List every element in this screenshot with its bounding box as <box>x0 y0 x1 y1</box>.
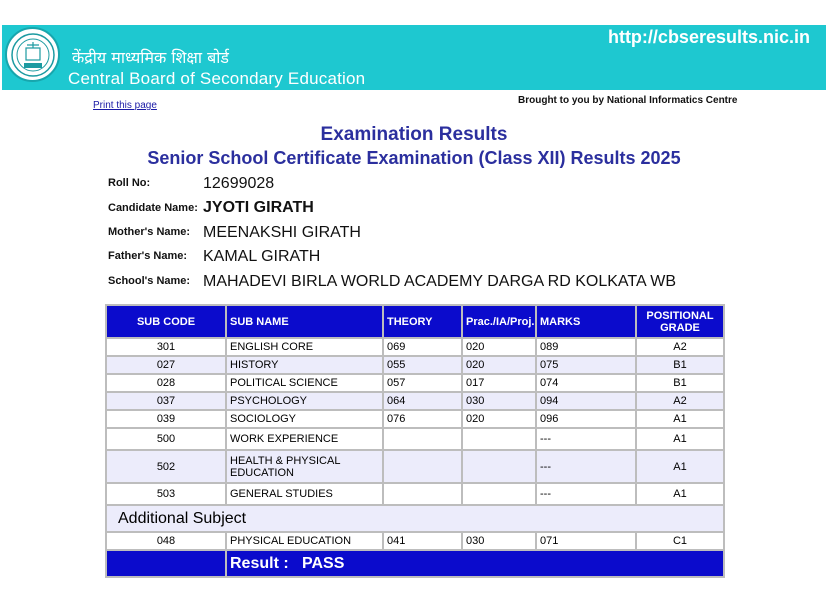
board-name-hindi: केंद्रीय माध्यमिक शिक्षा बोर्ड <box>72 48 229 67</box>
table-row <box>106 532 724 550</box>
table-row <box>106 374 724 392</box>
marks-cell: 094 <box>536 392 636 410</box>
grade-cell: A1 <box>636 428 724 450</box>
roll-number-value: 12699028 <box>203 175 275 192</box>
mother-name-label: Mother's Name: <box>108 226 191 238</box>
practical-cell: 030 <box>462 532 536 550</box>
sub-name-cell: POLITICAL SCIENCE <box>226 374 383 392</box>
sub-code-cell: 502 <box>106 450 226 483</box>
marks-table <box>105 304 725 578</box>
sub-code-cell: 039 <box>106 410 226 428</box>
practical-cell: 020 <box>462 410 536 428</box>
grade-cell: A1 <box>636 483 724 505</box>
table-row <box>106 483 724 505</box>
page-title: Examination Results <box>320 124 508 145</box>
brought-by-text: Brought to you by National Informatics Centre <box>518 95 738 106</box>
table-row <box>106 392 724 410</box>
table-row <box>106 356 724 374</box>
col-header-theory: THEORY <box>383 305 462 338</box>
sub-code-cell: 048 <box>106 532 226 550</box>
col-header-sub-name: SUB NAME <box>226 305 383 338</box>
theory-cell <box>383 483 462 505</box>
theory-cell: 055 <box>383 356 462 374</box>
candidate-name-value: JYOTI GIRATH <box>203 199 314 216</box>
school-name-value: MAHADEVI BIRLA WORLD ACADEMY DARGA RD KOLKATA WB <box>203 273 676 290</box>
mother-name-value: MEENAKSHI GIRATH <box>203 224 361 241</box>
additional-subject-row <box>106 505 724 532</box>
sub-code-cell: 500 <box>106 428 226 450</box>
practical-cell <box>462 450 536 483</box>
table-row <box>106 410 724 428</box>
grade-cell: B1 <box>636 374 724 392</box>
col-header-positional-grade: POSITIONAL GRADE <box>636 305 724 338</box>
exam-title: Senior School Certificate Examination (Class XII) Results 2025 <box>147 148 681 168</box>
result-label: Result : <box>230 554 289 572</box>
father-name-label: Father's Name: <box>108 250 188 262</box>
theory-cell <box>383 428 462 450</box>
table-row <box>106 338 724 356</box>
practical-cell: 020 <box>462 338 536 356</box>
sub-code-cell: 028 <box>106 374 226 392</box>
grade-cell: A1 <box>636 450 724 483</box>
sub-name-cell: ENGLISH CORE <box>226 338 383 356</box>
sub-name-cell: PHYSICAL EDUCATION <box>226 532 383 550</box>
col-header-sub-code: SUB CODE <box>106 305 226 338</box>
sub-name-cell: GENERAL STUDIES <box>226 483 383 505</box>
sub-code-cell: 027 <box>106 356 226 374</box>
theory-cell <box>383 450 462 483</box>
sub-name-cell: HISTORY <box>226 356 383 374</box>
practical-cell: 017 <box>462 374 536 392</box>
practical-cell: 030 <box>462 392 536 410</box>
theory-cell: 064 <box>383 392 462 410</box>
sub-code-cell: 037 <box>106 392 226 410</box>
theory-cell: 076 <box>383 410 462 428</box>
result-value: PASS <box>302 554 345 572</box>
table-row <box>106 428 724 450</box>
sub-name-cell: SOCIOLOGY <box>226 410 383 428</box>
practical-cell <box>462 428 536 450</box>
grade-cell: B1 <box>636 356 724 374</box>
sub-code-cell: 503 <box>106 483 226 505</box>
school-name-label: School's Name: <box>108 275 191 287</box>
marks-cell: 096 <box>536 410 636 428</box>
col-header-marks: MARKS <box>536 305 636 338</box>
table-row <box>106 450 724 483</box>
marks-cell: --- <box>536 428 636 450</box>
result-cell <box>226 550 724 577</box>
additional-subject-label: Additional Subject <box>106 505 724 532</box>
grade-cell: A2 <box>636 338 724 356</box>
sub-name-cell: WORK EXPERIENCE <box>226 428 383 450</box>
grade-cell: A2 <box>636 392 724 410</box>
grade-cell: C1 <box>636 532 724 550</box>
theory-cell: 057 <box>383 374 462 392</box>
marks-cell: 089 <box>536 338 636 356</box>
cbse-logo-icon <box>5 27 60 82</box>
roll-number-label: Roll No: <box>108 177 151 189</box>
sub-name-cell: PSYCHOLOGY <box>226 392 383 410</box>
result-row <box>106 550 724 577</box>
practical-cell: 020 <box>462 356 536 374</box>
marks-cell: 074 <box>536 374 636 392</box>
marks-cell: 075 <box>536 356 636 374</box>
result-spacer-cell <box>106 550 226 577</box>
site-url[interactable]: http://cbseresults.nic.in <box>607 27 810 47</box>
print-page-link[interactable]: Print this page <box>93 100 157 111</box>
marks-cell: 071 <box>536 532 636 550</box>
practical-cell <box>462 483 536 505</box>
table-header-row <box>106 305 724 338</box>
father-name-value: KAMAL GIRATH <box>203 248 321 265</box>
col-header-practical: Prac./IA/Proj. <box>462 305 536 338</box>
theory-cell: 069 <box>383 338 462 356</box>
sub-code-cell: 301 <box>106 338 226 356</box>
marks-cell: --- <box>536 450 636 483</box>
cbse-logo-icon <box>10 32 56 78</box>
theory-cell: 041 <box>383 532 462 550</box>
sub-name-cell: HEALTH & PHYSICAL EDUCATION <box>226 450 383 483</box>
grade-cell: A1 <box>636 410 724 428</box>
board-name-english: Central Board of Secondary Education <box>68 69 366 88</box>
marks-cell: --- <box>536 483 636 505</box>
candidate-name-label: Candidate Name: <box>108 202 198 214</box>
